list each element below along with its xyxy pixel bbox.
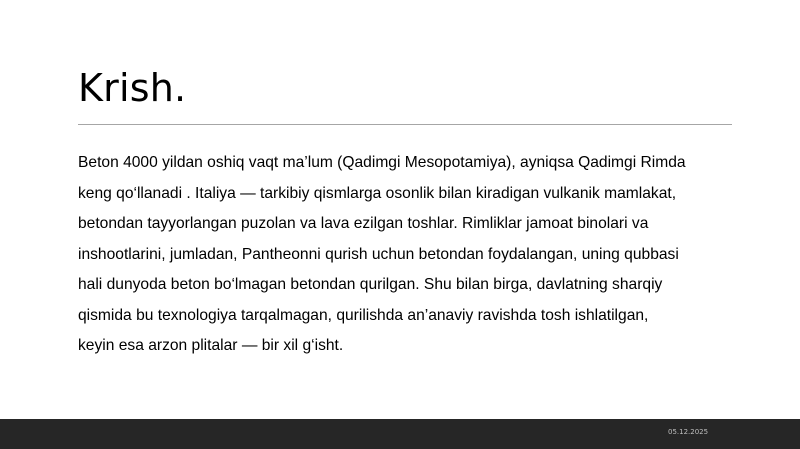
body-line: hali dunyoda beton bo‘lmagan betondan qurilgan. Shu bilan birga, davlatning sharqiy <box>78 276 663 293</box>
body-line: inshootlarini, jumladan, Pantheonni qurish uchun betondan foydalangan, uning qubbasi <box>78 245 679 263</box>
slide-body-text <box>78 148 733 362</box>
body-line: betondan tayyorlangan puzolan va lava ezilgan toshlar. Rimliklar jamoat binolari va <box>78 215 649 232</box>
footer-date: 05.12.2025 <box>668 428 709 436</box>
body-line: keyin esa arzon plitalar — bir xil g‘isht. <box>78 337 344 354</box>
slide-title: Krish. <box>78 66 187 110</box>
body-line: keng qo‘llanadi . Italiya — tarkibiy qismlarga osonlik bilan kiradigan vulkanik mamlakat, <box>78 184 677 202</box>
body-line: Beton 4000 yildan oshiq vaqt ma’lum (Qadimgi Mesopotamiya), ayniqsa Qadimgi Rimda <box>78 154 686 171</box>
title-divider <box>78 124 732 125</box>
body-line: qismida bu texnologiya tarqalmagan, qurilishda an’anaviy ravishda tosh ishlatilgan, <box>78 306 649 324</box>
footer-bar <box>0 419 800 449</box>
